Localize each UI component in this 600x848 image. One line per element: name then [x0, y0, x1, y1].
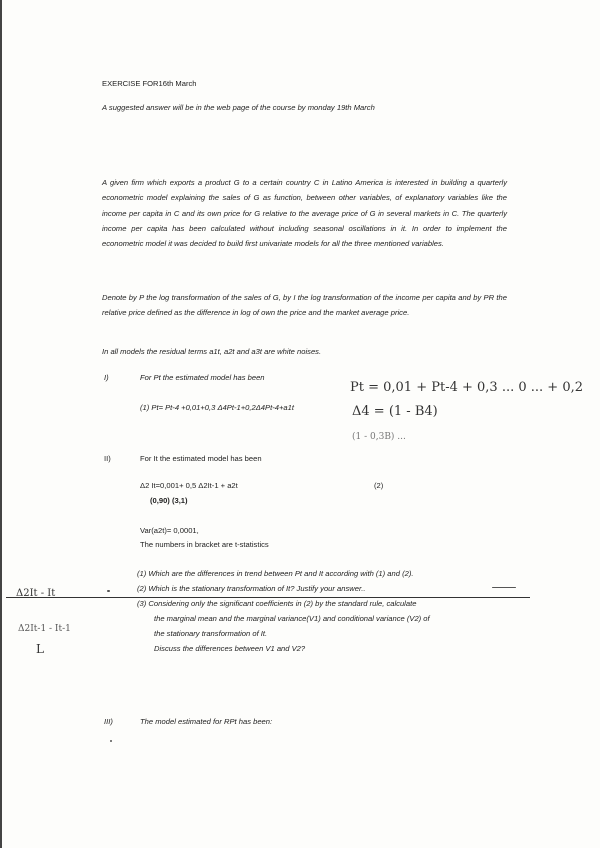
section-2-label: For It the estimated model has been: [140, 454, 262, 463]
handwritten-faint-line: (1 - 0,3B) ...: [352, 432, 406, 442]
section-3-label: The model estimated for RPt has been:: [140, 717, 273, 726]
section-1-number: I): [104, 373, 109, 382]
intro-paragraph: A given firm which exports a product G to a certain country C in Latino America is interested in building a quarterly econometric model explaining the sales of G as function, between other variables, of explanatory variables like the income per capita in C and its own price for G relative to the average price of G in several markets in C. The quarterly income per capita has been calculated without including seasonal oscillations in it. In order to implement the econometric model it was decided to build first univariate models for all the three mentioned variables.: [102, 178, 507, 249]
bracket-note: The numbers in bracket are t-statistics: [140, 540, 269, 549]
notation-paragraph: Denote by P the log transformation of the sales of G, by I the log transformation of the income per capita and by PR the relative price defined as the difference in log of own the price and the market average price.: [102, 293, 507, 318]
t-statistics: (0,90) (3,1): [150, 496, 188, 505]
section-2-number: II): [104, 454, 111, 463]
question-3-line-2: the marginal mean and the marginal variance(V1) and conditional variance (V2) of: [154, 614, 430, 623]
question-1: (1) Which are the differences in trend between Pt and It according with (1) and (2).: [137, 569, 414, 578]
answer-note: A suggested answer will be in the web page of the course by monday 19th March: [102, 103, 375, 112]
margin-note-1: Δ2It - It: [16, 588, 56, 599]
question-3: (3) Considering only the significant coefficients in (2) by the standard rule, calculate: [137, 599, 417, 608]
scan-speck: [110, 740, 112, 742]
equation-2-number: (2): [374, 481, 384, 490]
white-noise-note: In all models the residual terms a1t, a2t and a3t are white noises.: [102, 347, 322, 356]
margin-note-2: Δ2It-1 - It-1: [18, 624, 71, 634]
margin-note-3: L: [36, 642, 44, 656]
question-4: Discuss the differences between V1 and V2?: [154, 644, 306, 653]
question-3-line-3: the stationary transformation of It.: [154, 629, 268, 638]
scan-edge: [0, 0, 2, 848]
pen-stroke: [492, 587, 516, 588]
variance-value: Var(a2t)= 0,0001,: [140, 526, 199, 535]
question-2: (2) Which is the stationary transformation of It? Justify your answer..: [137, 584, 366, 593]
section-1-label: For Pt the estimated model has been: [140, 373, 265, 382]
handwritten-difference-operator: Δ4 = (1 - B4): [352, 404, 438, 419]
section-3-number: III): [104, 717, 113, 726]
exercise-title: EXERCISE FOR16th March: [102, 79, 197, 88]
scan-speck: [107, 590, 110, 592]
equation-1: (1) Pt= Pt-4 +0,01+0,3 Δ4Pt-1+0,2Δ4Pt-4+a1t: [140, 403, 294, 412]
handwritten-equation: Pt = 0,01 + Pt-4 + 0,3 ... 0 ... + 0,2: [350, 380, 583, 395]
equation-2: Δ2 It=0,001+ 0,5 Δ2It-1 + a2t: [140, 481, 238, 490]
